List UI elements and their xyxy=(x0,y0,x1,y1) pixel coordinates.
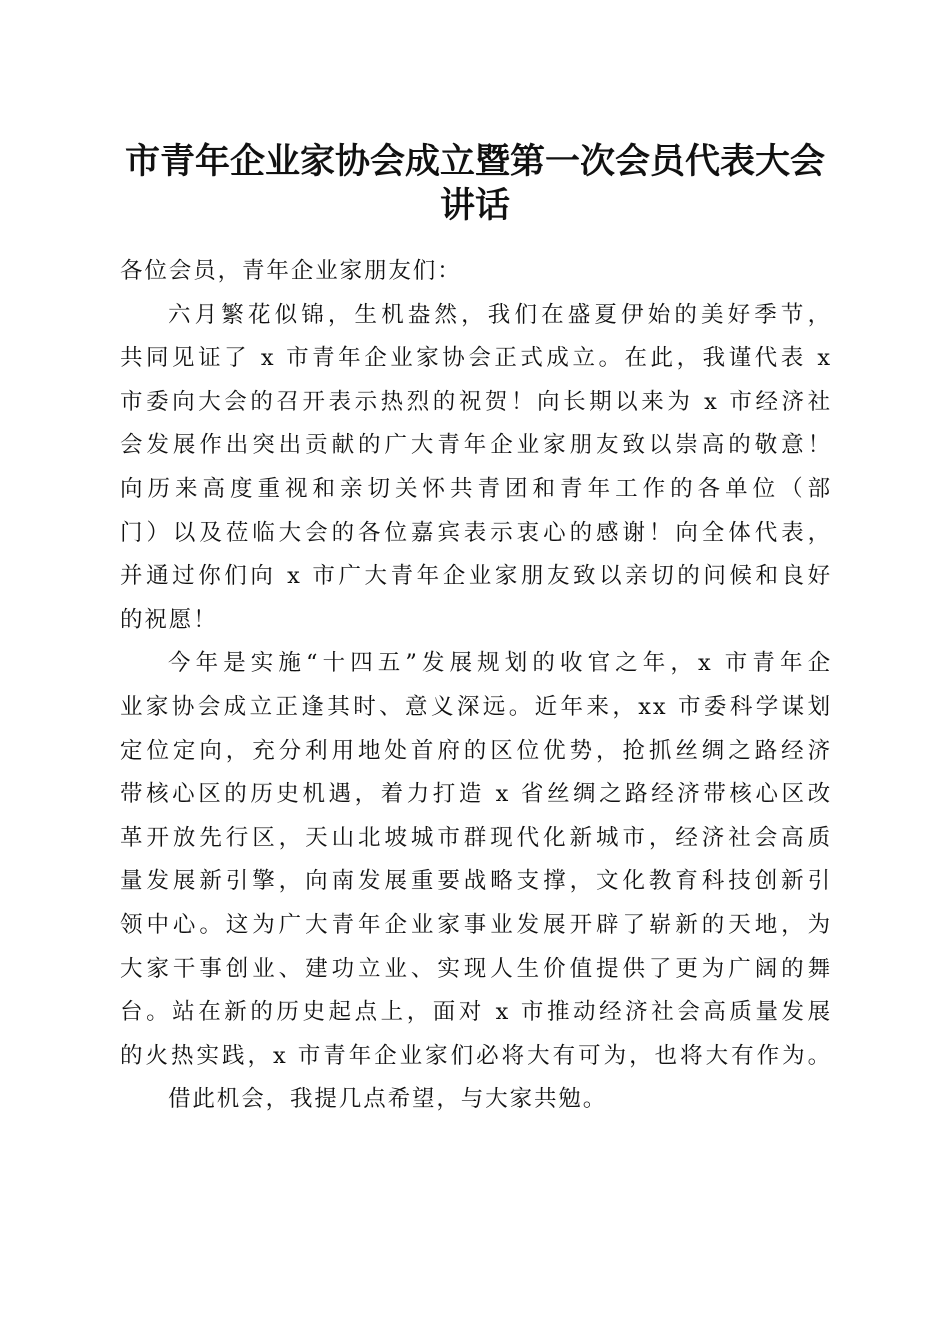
paragraph-line: 大家干事创业、建功立业、实现人生价值提供了更为广阔的舞 xyxy=(120,955,832,982)
paragraph-line: 定位定向，充分利用地处首府的区位优势，抢抓丝绸之路经济 xyxy=(120,737,832,764)
paragraph-line: 借此机会，我提几点希望，与大家共勉。 xyxy=(168,1086,608,1113)
paragraph-3 xyxy=(120,1078,832,1122)
paragraph-line: 量发展新引擎，向南发展重要战略支撑，文化教育科技创新引 xyxy=(120,868,832,895)
paragraph-line: 市委向大会的召开表示热烈的祝贺！向长期以来为 x 市经济社 xyxy=(120,388,832,415)
paragraph-line: 的火热实践，x 市青年企业家们必将大有可为，也将大有作为。 xyxy=(120,1042,832,1069)
document-body xyxy=(120,250,832,1122)
document-title-line-1: 市青年企业家协会成立暨第一次会员代表大会 xyxy=(124,141,825,182)
paragraph-line: 六月繁花似锦，生机盎然，我们在盛夏伊始的美好季节， xyxy=(168,301,832,328)
paragraph-line: 带核心区的历史机遇，着力打造 x 省丝绸之路经济带核心区改 xyxy=(120,781,832,808)
paragraph-line: 共同见证了 x 市青年企业家协会正式成立。在此，我谨代表 x xyxy=(120,345,832,372)
paragraph-line: 会发展作出突出贡献的广大青年企业家朋友致以崇高的敬意！ xyxy=(120,432,832,459)
paragraph-line: 向历来高度重视和亲切关怀共青团和青年工作的各单位（部 xyxy=(120,475,832,502)
paragraph-line: 台。站在新的历史起点上，面对 x 市推动经济社会高质量发展 xyxy=(120,999,832,1026)
paragraph-line: 今年是实施“十四五”发展规划的收官之年，x 市青年企 xyxy=(168,650,832,677)
paragraph-line: 门）以及莅临大会的各位嘉宾表示衷心的感谢！向全体代表， xyxy=(120,519,832,546)
paragraph-line: 业家协会成立正逢其时、意义深远。近年来，xx 市委科学谋划 xyxy=(120,693,832,720)
paragraph-line: 的祝愿！ xyxy=(120,606,218,633)
paragraph-2 xyxy=(120,642,832,1078)
paragraph-1 xyxy=(120,294,832,643)
paragraph-line: 并通过你们向 x 市广大青年企业家朋友致以亲切的问候和良好 xyxy=(120,563,832,590)
salutation: 各位会员，青年企业家朋友们： xyxy=(120,258,462,284)
paragraph-line: 革开放先行区，天山北坡城市群现代化新城市，经济社会高质 xyxy=(120,824,832,851)
paragraph-line: 领中心。这为广大青年企业家事业发展开辟了崭新的天地，为 xyxy=(120,911,832,938)
document-title-line-2: 讲话 xyxy=(439,185,510,226)
